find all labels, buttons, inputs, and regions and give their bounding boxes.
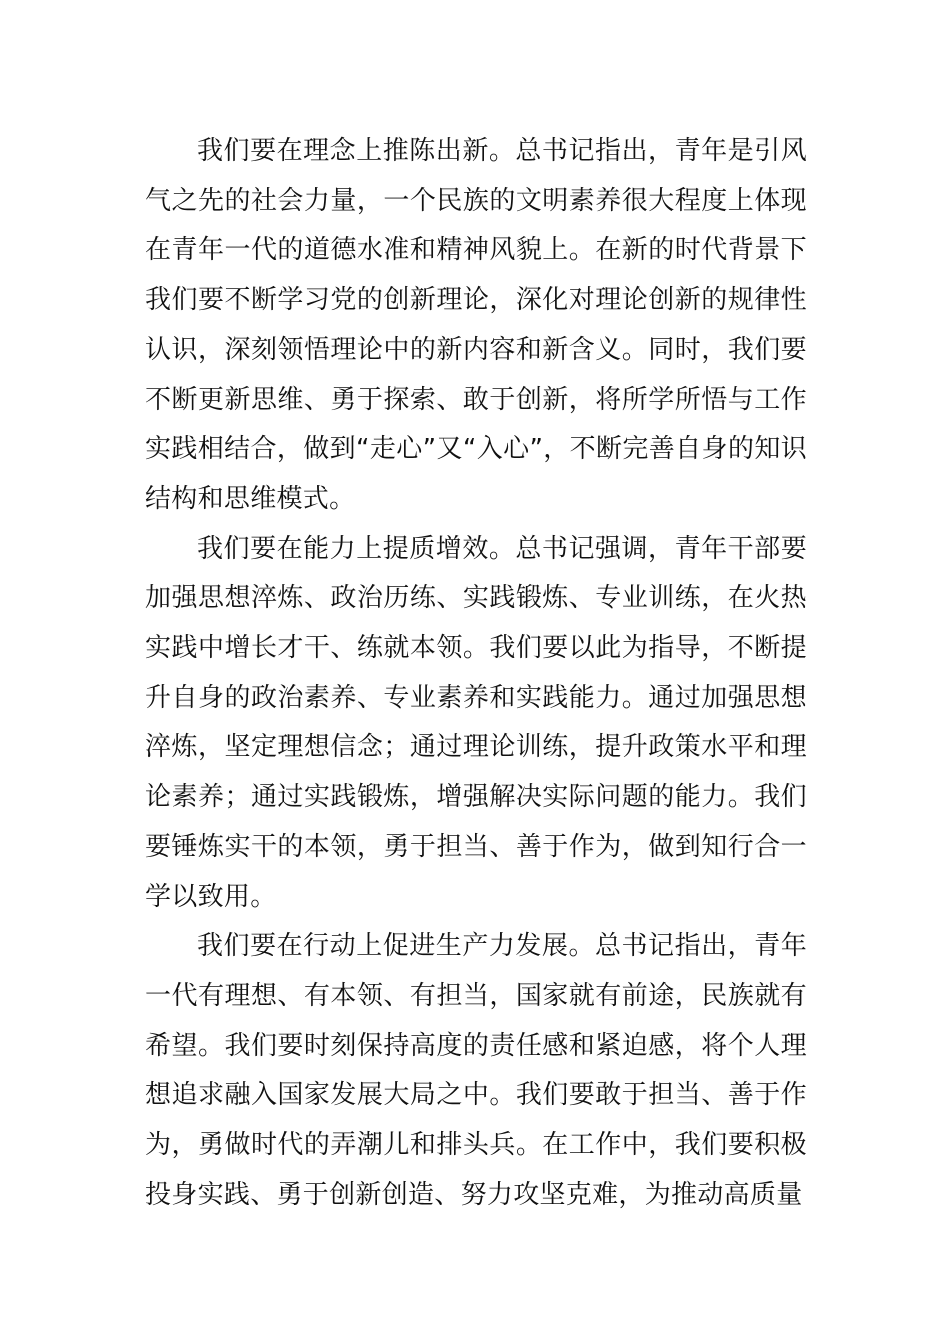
paragraph-action: 我们要在行动上促进生产力发展。总书记指出，青年一代有理想、有本领、有担当，国家就有前途，民族就有希望。我们要时刻保持高度的责任感和紧迫感，将个人理想追求融入国家发展大局之中。我们要敢于担当、善于作为，勇做时代的弄潮儿和排头兵。在工作中，我们要积极投身实践、勇于创新创造、努力攻坚克难，为推动高质量 xyxy=(145,931,807,1210)
document-body xyxy=(145,127,807,1220)
paragraph-concept: 我们要在理念上推陈出新。总书记指出，青年是引风气之先的社会力量，一个民族的文明素养很大程度上体现在青年一代的道德水准和精神风貌上。在新的时代背景下我们要不断学习党的创新理论，深化对理论创新的规律性认识，深刻领悟理论中的新内容和新含义。同时，我们要不断更新思维、勇于探索、敢于创新，将所学所悟与工作实践相结合，做到“走心”又“入心”，不断完善自身的知识结构和思维模式。 xyxy=(145,136,807,514)
paragraph-ability: 我们要在能力上提质增效。总书记强调，青年干部要加强思想淬炼、政治历练、实践锻炼、专业训练，在火热实践中增长才干、练就本领。我们要以此为指导，不断提升自身的政治素养、专业素养和实践能力。通过加强思想淬炼，坚定理想信念；通过理论训练，提升政策水平和理论素养；通过实践锻炼，增强解决实际问题的能力。我们要锤炼实干的本领，勇于担当、善于作为，做到知行合一学以致用。 xyxy=(145,533,807,912)
